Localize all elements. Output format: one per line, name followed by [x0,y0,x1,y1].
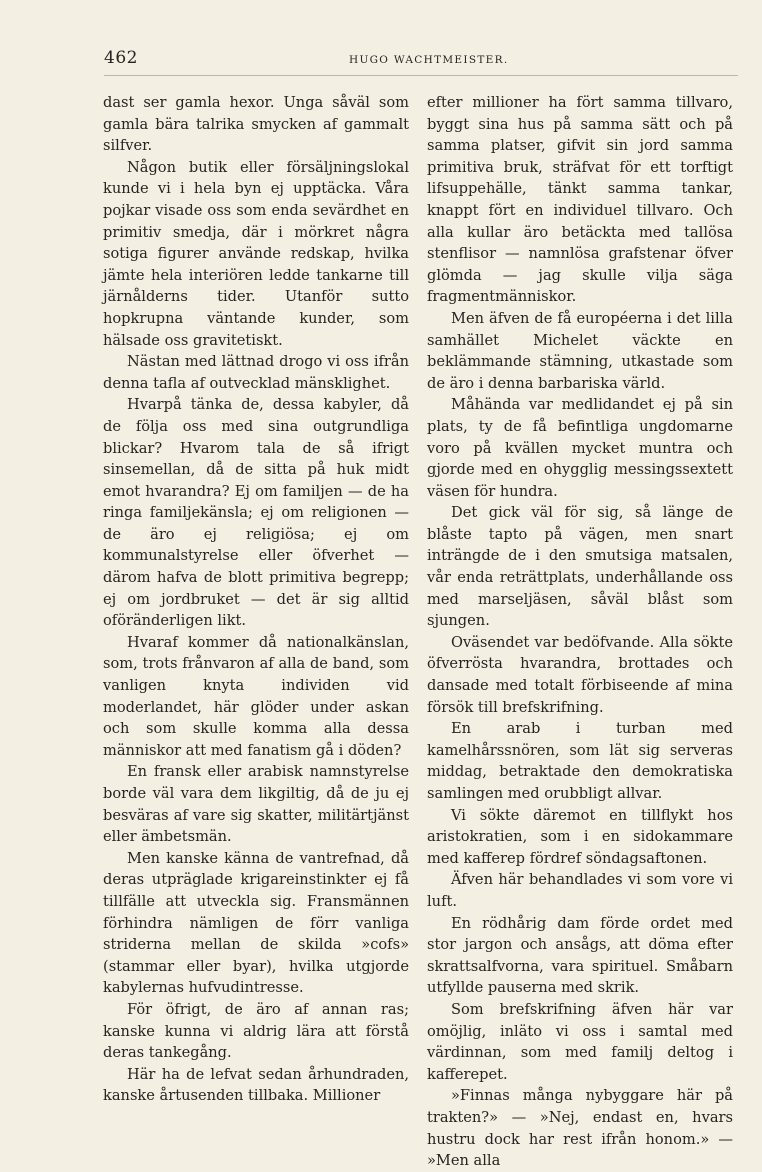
paragraph: Här ha de lefvat sedan århundraden, kanske årtusenden tillbaka. Millioner [103,1065,409,1105]
left-column [103,92,409,1107]
paragraph: »Finnas många nybyggare här på trakten?» — »Nej, endast en, hvars hustru dock har rest ifrån honom.» — »Men alla [427,1087,733,1170]
paragraph: En arab i turban med kamelhårssnören, som lät sig serveras middag, betraktade den demokratiska samlingen med orubbligt allvar. [427,720,733,802]
paragraph: Hvarpå tänka de, dessa kabyler, då de följa oss med sina outgrundliga blickar? Hvarom tala de så ifrigt sinsemellan, då de sitta på huk midt emot hvarandra? Ej om familjen — de ha ringa familjekänsla; ej om religionen — de äro ej religiösa; ej om kommunalstyrelse eller öfverhet — därom hafva de blott primitiva begrepp; ej om jordbruket — det är sig alltid oföränderligen likt. [103,396,409,630]
paragraph: Hvaraf kommer då nationalkänslan, som, trots frånvaron af alla de band, som vanligen knyta individen vid moderlandet, här glöder under askan och som skulle komma alla dessa människor att med fanatism gå i döden? [103,633,409,759]
paragraph: Oväsendet var bedöfvande. Alla sökte öfverrösta hvarandra, brottades och dansade med totalt förbiseende af mina försök till brefskrifning. [427,633,733,716]
right-column [427,92,733,1172]
paragraph: Måhända var medlidandet ej på sin plats, ty de få befintliga ungdomarne voro på kvällen mycket muntra och gjorde med en ohygglig messingssextett väsen för hundra. [427,396,733,500]
paragraph: Nästan med lättnad drogo vi oss ifrån denna tafla af outvecklad mänsklighet. [103,353,409,392]
paragraph: Som brefskrifning äfven här var omöjlig, inläto vi oss i samtal med värdinnan, som med familj deltog i kafferepet. [427,1000,733,1083]
paragraph: Men kanske känna de vantrefnad, då deras utpräglade krigareinstinkter ej få tillfälle att utveckla sig. Fransmännen förhindra nämligen de förr vanliga striderna mellan de skilda »cofs» (stammar eller byar), hvilka utgjorde kabylernas hufvudintresse. [103,849,409,997]
paragraph: En rödhårig dam förde ordet med stor jargon och ansågs, att döma efter skrattsalfvorna, vara spirituel. Småbarn utfyllde pauserna med skrik. [427,914,733,997]
paragraph: Det gick väl för sig, så länge de blåste tapto på vägen, men snart inträngde de i den smutsiga matsalen, vår enda reträttplats, underhållande oss med marseljäsen, såväl blåst som sjungen. [427,504,733,630]
header-rule [104,75,738,76]
paragraph: En fransk eller arabisk namnstyrelse borde väl vara dem likgiltig, då de ju ej besväras af vare sig skatter, militärtjänst eller ämbetsmän. [103,763,409,846]
running-head: HUGO WACHTMEISTER. [349,54,509,66]
page-number: 462 [104,48,138,68]
paragraph: efter millioner ha fört samma tillvaro, byggt sina hus på samma sätt och på samma platser, gifvit sin jord samma primitiva bruk, sträfvat för ett torftigt lifsuppehälle, tänkt samma tankar, knappt fört en individuel tillvaro. Och alla kullar äro betäckta med tallösa stenflisor — namnlösa grafstenar öfver glömda — jag skulle vilja säga fragmentmänniskor. [427,94,733,306]
paragraph: Någon butik eller försäljningslokal kunde vi i hela byn ej upptäcka. Våra pojkar visade oss som enda sevärdhet en primitiv smedja, där i mörkret några sotiga figurer använde redskap, hvilka jämte hela interiören ledde tankarne till järnålderns tider. Utanför sutto hopkrupna väntande kunder, som hälsade oss gravitetiskt. [103,158,409,349]
page-header [104,48,738,70]
paragraph: Äfven här behandlades vi som vore vi luft. [427,871,733,910]
paragraph: Vi sökte däremot en tillflykt hos aristokratien, som i en sidokammare med kafferep fördref söndagsaftonen. [427,806,733,867]
paragraph: dast ser gamla hexor. Unga såväl som gamla bära talrika smycken af gammalt silfver. [103,94,409,155]
paragraph: Men äfven de få européerna i det lilla samhället Michelet väckte en beklämmande stämning, utkastade som de äro i denna barbariska värld. [427,309,733,392]
paragraph: För öfrigt, de äro af annan ras; kanske kunna vi aldrig lära att förstå deras tankegång. [103,1000,409,1062]
